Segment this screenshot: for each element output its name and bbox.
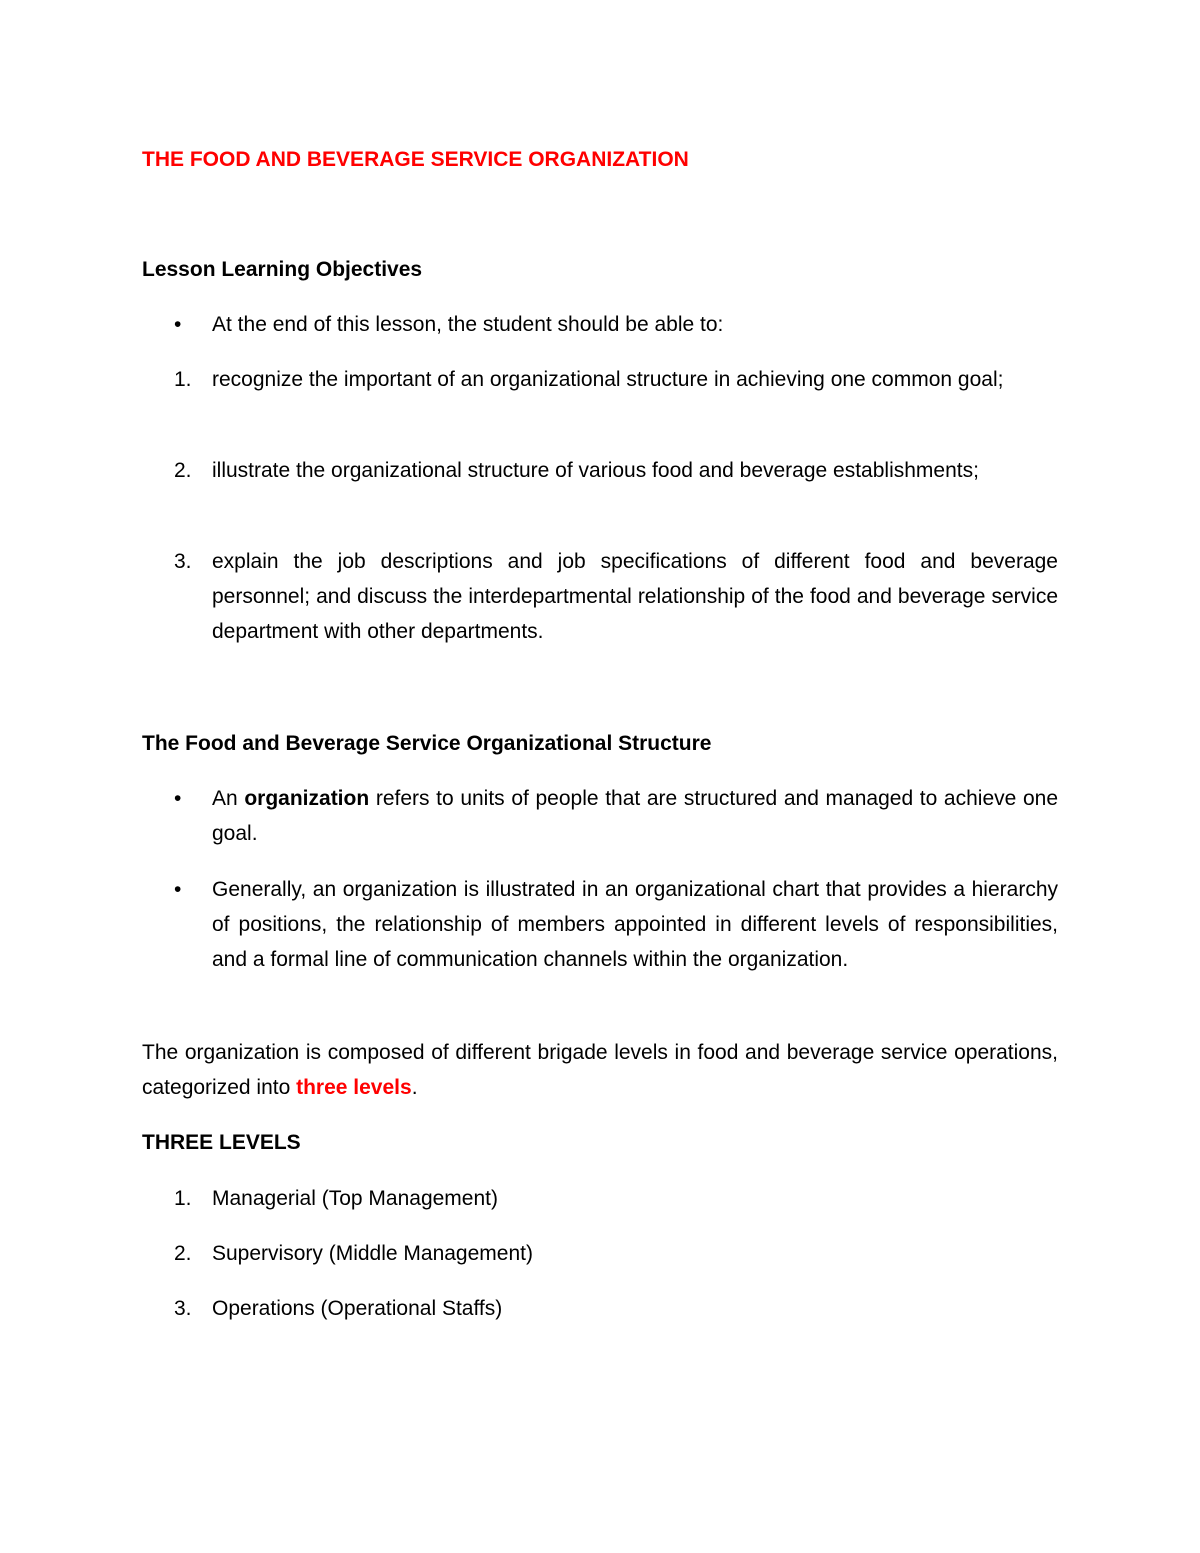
bullet-marker: • <box>174 878 182 901</box>
level-text: Managerial (Top Management) <box>212 1187 498 1210</box>
list-number: 1. <box>174 368 192 391</box>
level-item-3 <box>142 1291 1058 1326</box>
objective-item-2 <box>142 453 1058 488</box>
objective-item-1 <box>142 362 1058 397</box>
definition-suffix: refers to units of people that are structured and managed to achieve one goal. <box>212 787 1059 845</box>
objectives-bullet <box>142 307 1058 342</box>
bullet-marker: • <box>174 787 182 810</box>
list-number: 2. <box>174 1242 192 1265</box>
level-text: Operations (Operational Staffs) <box>212 1297 503 1320</box>
bullet-marker: • <box>174 313 182 336</box>
list-number: 3. <box>174 1297 192 1320</box>
objective-text: illustrate the organizational structure of various food and beverage establishments; <box>212 459 979 482</box>
level-item-2 <box>142 1236 1058 1271</box>
paragraph-suffix: . <box>411 1076 418 1099</box>
level-text: Supervisory (Middle Management) <box>212 1242 533 1265</box>
list-number: 2. <box>174 459 192 482</box>
objective-item-3 <box>142 544 1058 649</box>
document-title: THE FOOD AND BEVERAGE SERVICE ORGANIZATION <box>142 148 689 171</box>
structure-heading: The Food and Beverage Service Organizational Structure <box>142 732 712 755</box>
structure-bullet-1 <box>142 781 1058 851</box>
paragraph-prefix: The organization is composed of different brigade levels in food and beverage service operations, categorized into <box>142 1041 1058 1099</box>
organization-chart-description: Generally, an organization is illustrated in an organizational chart that provides a hierarchy of positions, the relationship of members appointed in different levels of responsibilities, and a formal line of communication channels within the organization. <box>212 878 1058 971</box>
objectives-heading: Lesson Learning Objectives <box>142 258 423 281</box>
three-levels-heading: THREE LEVELS <box>142 1131 301 1154</box>
three-levels-highlight: three levels <box>296 1076 412 1099</box>
organization-term: organization <box>244 787 370 810</box>
objectives-intro-text: At the end of this lesson, the student should be able to: <box>212 313 724 336</box>
structure-bullet-2 <box>142 872 1058 977</box>
level-item-1 <box>142 1181 1058 1216</box>
objective-text: explain the job descriptions and job specifications of different food and beverage personnel; and discuss the interdepartmental relationship of the food and beverage service department with other departments. <box>212 550 1058 643</box>
definition-prefix: An <box>212 787 245 810</box>
brigade-levels-paragraph <box>142 1035 1058 1105</box>
list-number: 1. <box>174 1187 192 1210</box>
list-number: 3. <box>174 550 192 573</box>
objective-text: recognize the important of an organizational structure in achieving one common goal; <box>212 368 1004 391</box>
organization-definition <box>212 781 1058 851</box>
